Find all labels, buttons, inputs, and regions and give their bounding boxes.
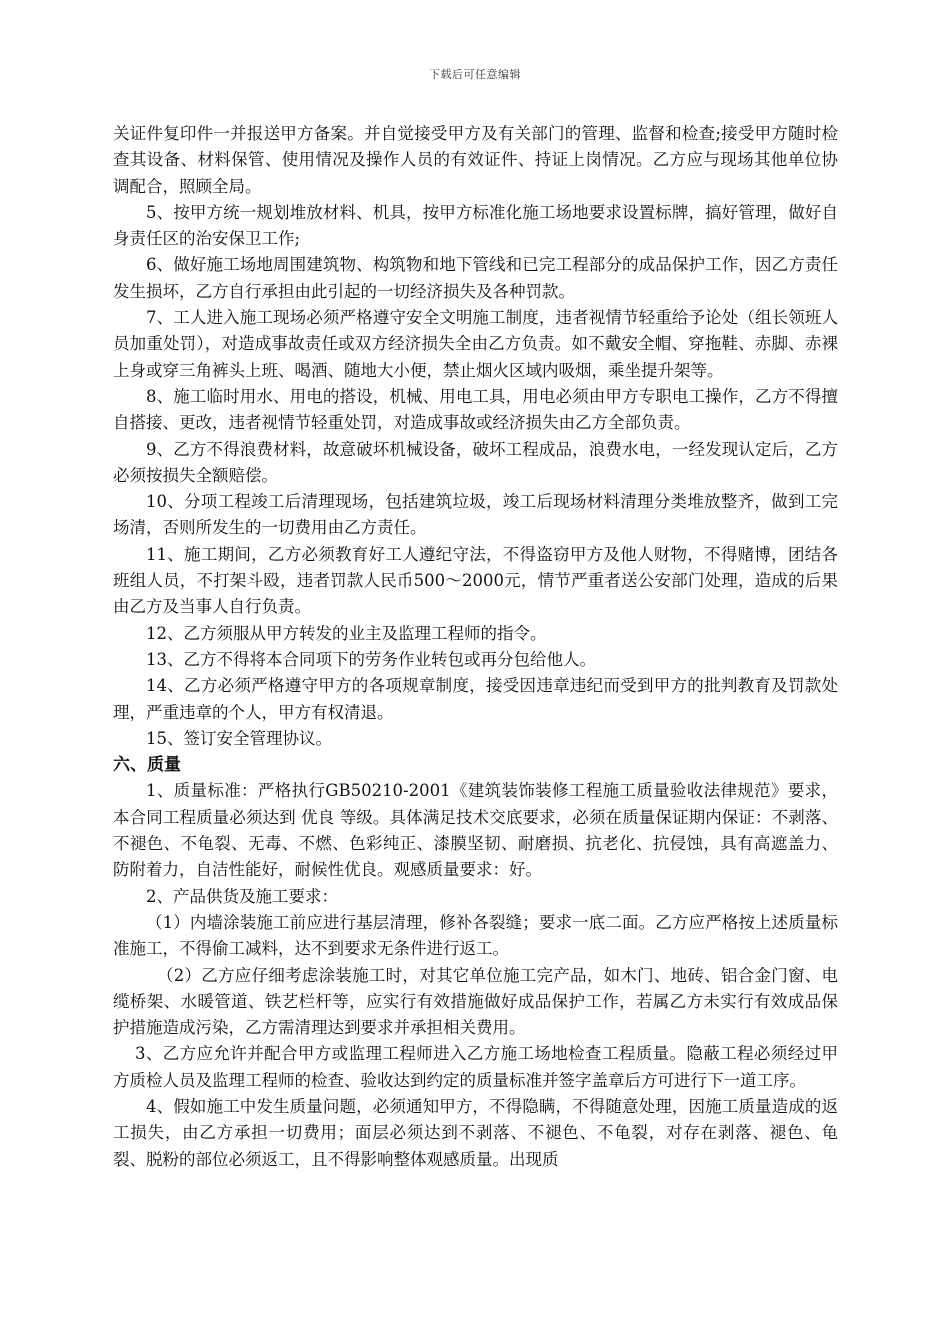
header-note: 下载后可任意编辑 xyxy=(429,68,521,81)
quality-clause-1: 1、质量标准：严格执行GB50210-2001《建筑装饰装修工程施工质量验收法律规范》要求，本合同工程质量必须达到 优良 等级。具体满足技术交底要求，必须在质量保证期内保证：不剥落、不褪色、不龟裂、无毒、不燃、色彩纯正、漆膜坚韧、耐磨损、抗老化、抗侵蚀，具有高遮盖力、防附着力，自洁性能好，耐候性优良。观感质量要求：好。 xyxy=(113,781,838,880)
clause-14: 14、乙方必须严格遵守甲方的各项规章制度，接受因违章违纪而受到甲方的批判教育及罚款处理，严重违章的个人，甲方有权清退。 xyxy=(113,676,838,722)
section-heading-quality: 六、质量 xyxy=(113,755,181,776)
clause-12: 12、乙方须服从甲方转发的业主及监理工程师的指令。 xyxy=(146,623,547,643)
clause-9: 9、乙方不得浪费材料，故意破坏机械设备，破坏工程成品，浪费水电，一经发现认定后，乙方必须按损失全额赔偿。 xyxy=(113,439,838,485)
quality-clause-2-2: （2）乙方应仔细考虑涂装施工时，对其它单位施工完产品，如木门、地砖、铝合金门窗、电缆桥架、水暖管道、铁艺栏杆等，应实行有效措施做好成品保护工作，若属乙方未实行有效成品保护措施造成污染，乙方需清理达到要求并承担相关费用。 xyxy=(113,965,838,1038)
clause-5: 5、按甲方统一规划堆放材料、机具，按甲方标准化施工场地要求设置标牌，搞好管理，做好自身责任区的治安保卫工作; xyxy=(113,202,838,249)
clause-10: 10、分项工程竣工后清理现场，包括建筑垃圾，竣工后现场材料清理分类堆放整齐，做到工完场清，否则所发生的一切费用由乙方责任。 xyxy=(113,492,838,538)
clause-8: 8、施工临时用水、用电的搭设，机械、用电工具，用电必须由甲方专职电工操作，乙方不得擅自搭接、更改，违者视情节轻重处罚，对造成事故或经济损失由乙方全部负责。 xyxy=(113,386,838,433)
clause-6: 6、做好施工场地周围建筑物、构筑物和地下管线和已完工程部分的成品保护工作，因乙方责任发生损坏，乙方自行承担由此引起的一切经济损失及各种罚款。 xyxy=(113,255,838,301)
clause-13: 13、乙方不得将本合同项下的劳务作业转包或再分包给他人。 xyxy=(146,649,596,669)
quality-clause-2: 2、产品供货及施工要求： xyxy=(146,886,338,906)
clause-15: 15、签订安全管理协议。 xyxy=(146,728,332,748)
clause-11: 11、施工期间，乙方必须教育好工人遵纪守法，不得盗窃甲方及他人财物，不得赌博，团结各班组人员，不打架斗殴，违者罚款人民币500～2000元，情节严重者送公安部门处理，造成的后果由乙方及当事人自行负责。 xyxy=(113,544,838,617)
paragraph-continued: 关证件复印件一并报送甲方备案。并自觉接受甲方及有关部门的管理、监督和检查;接受甲方随时检查其设备、材料保管、使用情况及操作人员的有效证件、持证上岗情况。乙方应与现场其他单位协调配合，照顾全局。 xyxy=(113,124,838,196)
clause-7: 7、工人进入施工现场必须严格遵守安全文明施工制度，违者视情节轻重给予论处（组长领班人员加重处罚），对造成事故责任或双方经济损失全由乙方负责。如不戴安全帽、穿拖鞋、赤脚、赤裸上身或穿三角裤头上班、喝酒、随地大小便，禁止烟火区域内吸烟，乘坐提升架等。 xyxy=(113,308,838,380)
contract-body xyxy=(113,121,838,1173)
quality-clause-4: 4、假如施工中发生质量问题，必须通知甲方，不得隐瞒，不得随意处理，因施工质量造成的返工损失，由乙方承担一切费用；面层必须达到不剥落、不褪色、不龟裂，对存在剥落、褪色、龟裂、脱粉的部位必须返工，且不得影响整体观感质量。出现质 xyxy=(113,1096,838,1169)
quality-clause-3: 3、乙方应允许并配合甲方或监理工程师进入乙方施工场地检查工程质量。隐蔽工程必须经过甲方质检人员及监理工程师的检查、验收达到约定的质量标准并签字盖章后方可进行下一道工序。 xyxy=(113,1044,838,1090)
quality-clause-2-1: （1）内墙涂装施工前应进行基层清理，修补各裂缝；要求一底二面。乙方应严格按上述质量标准施工，不得偷工减料，达不到要求无条件进行返工。 xyxy=(113,912,838,959)
